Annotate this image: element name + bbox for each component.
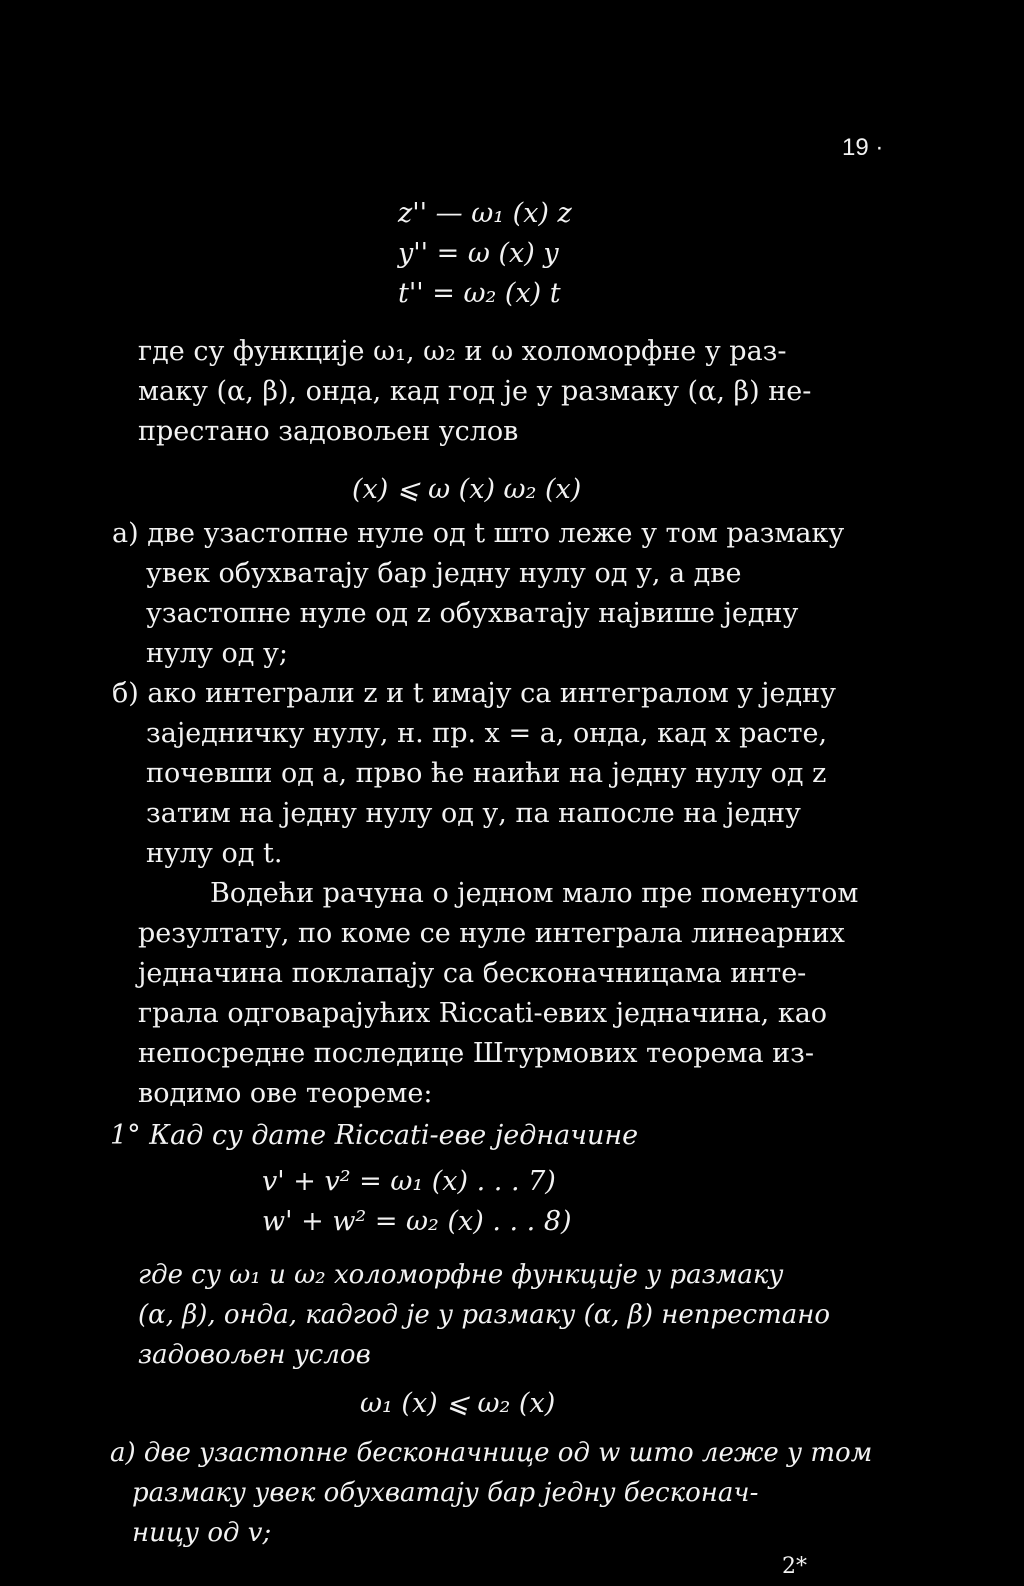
- paragraph-1-line-2: маку (α, β), онда, кад год је у размаку (α, β) не-: [138, 376, 812, 407]
- item-a2-line-1: а) две узастопне бесконачнице од w што леже у том: [110, 1438, 873, 1468]
- page-number: 19 ·: [842, 134, 884, 161]
- equation-t: t'' = ω₂ (x) t: [398, 278, 561, 309]
- item-b-line-1: б) ако интеграли z и t имају са интегралом y једну: [112, 678, 837, 709]
- paragraph-3-line-1: где су ω₁ и ω₂ холоморфне функције у размаку: [138, 1260, 784, 1290]
- item-a2-line-2: размаку увек обухватају бар једну бесконач-: [132, 1478, 759, 1508]
- footer-signature-mark: 2*: [782, 1554, 807, 1579]
- item-a-line-1: а) две узастопне нуле од t што леже у том размаку: [112, 518, 845, 549]
- paragraph-2-line-3: једначина поклапају са бесконачницама инте-: [138, 958, 807, 989]
- equation-y: y'' = ω (x) y: [398, 238, 559, 269]
- paragraph-2-line-2: резултату, по коме се нуле интеграла линеарних: [138, 918, 845, 949]
- item-b-line-2: заједничку нулу, н. пр. х = а, онда, кад х расте,: [146, 718, 828, 749]
- equation-z: z'' — ω₁ (x) z: [398, 198, 572, 229]
- paragraph-2-line-4: грала одговарајућих Riccati-евих једначина, као: [138, 998, 828, 1029]
- paragraph-3-line-2: (α, β), онда, кадгод је у размаку (α, β) непрестано: [138, 1300, 831, 1330]
- theorem-1-heading: 1° Кад су дате Riccati-еве једначине: [110, 1120, 639, 1151]
- equation-7: v' + v² = ω₁ (x) . . . 7): [262, 1166, 556, 1197]
- item-a-line-2: увек обухватају бар једну нулу од у, а две: [146, 558, 742, 589]
- item-b-line-5: нулу од t.: [146, 838, 283, 869]
- paragraph-3-line-3: задовољен услов: [138, 1340, 371, 1370]
- paragraph-2-line-5: непосредне последице Штурмових теорема из-: [138, 1038, 814, 1069]
- item-a-line-3: узастопне нуле од z обухватају највише једну: [146, 598, 799, 629]
- item-a2-line-3: ницу од v;: [132, 1518, 272, 1548]
- paragraph-1-line-1: где су функције ω₁, ω₂ и ω холоморфне у раз-: [138, 336, 787, 367]
- paragraph-2-line-6: водимо ове теореме:: [138, 1078, 433, 1109]
- condition-1: (x) ⩽ ω (x) ω₂ (x): [352, 474, 582, 505]
- item-b-line-4: затим на једну нулу од у, па напосле на једну: [146, 798, 801, 829]
- paragraph-1-line-3: престано задовољен услов: [138, 416, 519, 447]
- equation-8: w' + w² = ω₂ (x) . . . 8): [262, 1206, 572, 1237]
- item-a-line-4: нулу од у;: [146, 638, 288, 669]
- condition-2: ω₁ (x) ⩽ ω₂ (x): [360, 1388, 556, 1419]
- paragraph-2-line-1: Водећи рачуна о једном мало пре поменутом: [210, 878, 859, 909]
- item-b-line-3: почевши од а, прво ће наићи на једну нулу од z: [146, 758, 827, 789]
